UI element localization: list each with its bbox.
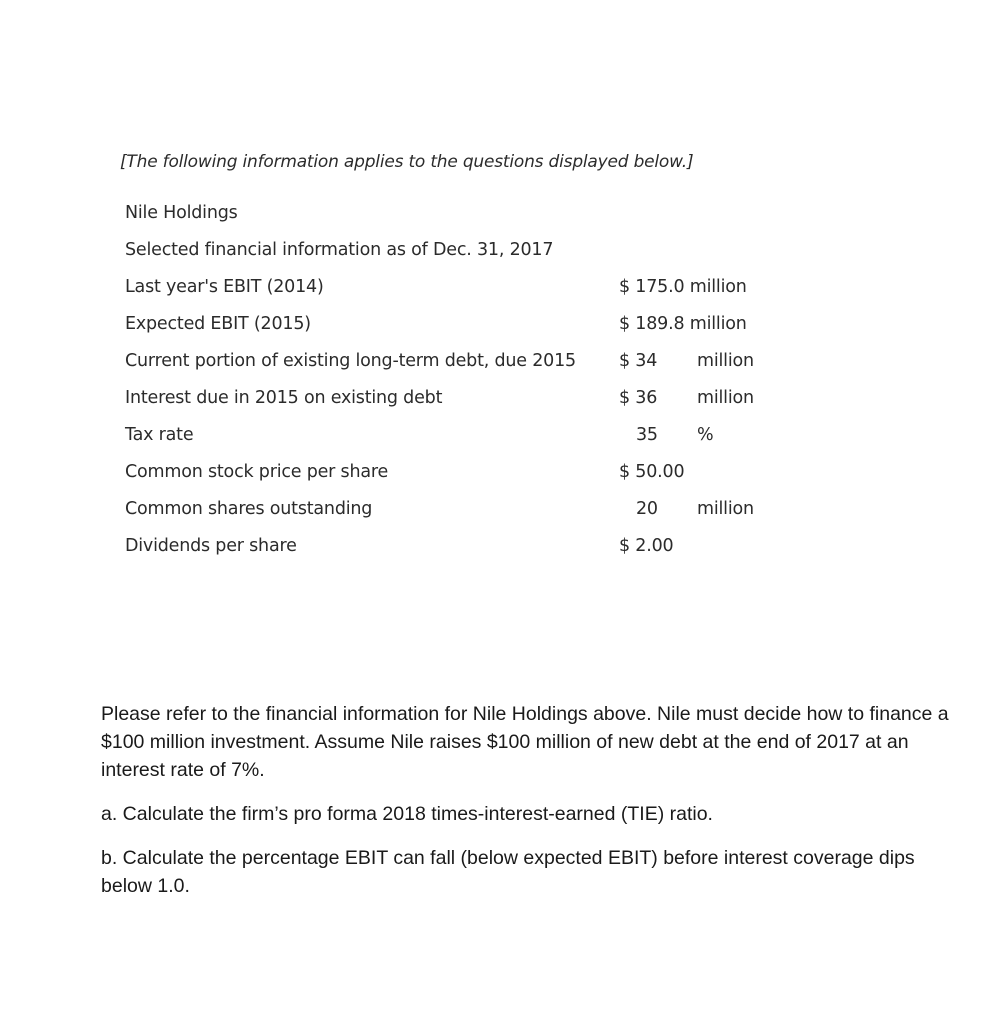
row-value: 35 xyxy=(636,425,658,445)
row-value: $ 34 xyxy=(619,351,658,371)
row-expected-ebit xyxy=(125,311,825,348)
row-label: Dividends per share xyxy=(125,536,297,556)
row-unit: million xyxy=(697,388,754,408)
info-subtitle: Selected financial information as of Dec. 31, 2017 xyxy=(125,240,554,260)
company-name-line xyxy=(125,200,825,237)
financial-info-block xyxy=(125,200,825,570)
subtitle-line xyxy=(125,237,825,274)
question-part-a: a. Calculate the firm’s pro forma 2018 times-interest-earned (TIE) ratio. xyxy=(101,803,713,825)
row-tax-rate xyxy=(125,422,825,459)
row-value: $ 175.0 million xyxy=(619,277,747,297)
row-unit: million xyxy=(697,351,754,371)
row-dividends xyxy=(125,533,825,570)
row-value: $ 36 xyxy=(619,388,658,408)
question-part-b: b. Calculate the percentage EBIT can fall (below expected EBIT) before interest coverage dips below 1.0. xyxy=(101,847,915,897)
row-value: $ 2.00 xyxy=(619,536,674,556)
question-block xyxy=(101,700,951,916)
company-name: Nile Holdings xyxy=(125,203,238,223)
row-label: Expected EBIT (2015) xyxy=(125,314,311,334)
row-value: 20 xyxy=(636,499,658,519)
row-label: Common stock price per share xyxy=(125,462,389,482)
row-value: $ 50.00 xyxy=(619,462,685,482)
row-current-debt xyxy=(125,348,825,385)
question-body: Please refer to the financial information for Nile Holdings above. Nile must decide how to finance a $100 million investment. Assume Nile raises $100 million of new debt at the end of 2017 at an interest rate of 7%. xyxy=(101,703,949,781)
row-shares-outstanding xyxy=(125,496,825,533)
row-label: Common shares outstanding xyxy=(125,499,373,519)
row-label: Tax rate xyxy=(125,425,194,445)
row-interest-due xyxy=(125,385,825,422)
row-label: Last year's EBIT (2014) xyxy=(125,277,324,297)
row-last-year-ebit xyxy=(125,274,825,311)
row-value: $ 189.8 million xyxy=(619,314,747,334)
row-label: Current portion of existing long-term debt, due 2015 xyxy=(125,351,576,371)
row-unit: % xyxy=(697,425,714,445)
row-label: Interest due in 2015 on existing debt xyxy=(125,388,443,408)
row-unit: million xyxy=(697,499,754,519)
intro-note: [The following information applies to the questions displayed below.] xyxy=(120,152,694,172)
row-stock-price xyxy=(125,459,825,496)
